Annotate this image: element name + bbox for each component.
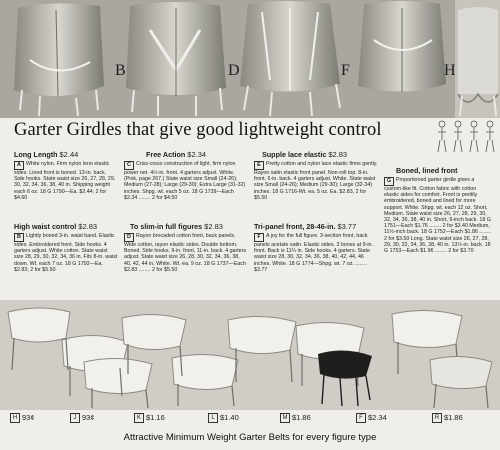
product-free-action	[124, 150, 248, 201]
product-high-waist	[14, 222, 118, 273]
product-boned-lined	[384, 166, 492, 254]
belt-price-r: R $1.86	[432, 413, 463, 423]
product-description: A White nylon. Firm nylon leno elastic sides. Lined front is boned. 13-in. back. Side hooks. State waist size 26, 27, 28, 29, 30, 32, 34, 36, 38, 40 in. Shipping weight each 6 oz. 18 G 1790—Ea. $2.44; 2 for $4.60	[14, 161, 116, 201]
product-key: A	[14, 161, 24, 170]
product-tri-panel	[254, 222, 378, 273]
product-title: Supple lace elastic $2.83	[262, 150, 348, 159]
belt-key: J	[70, 413, 80, 423]
girdle-photos-illustration	[0, 0, 500, 118]
belt-price-legend	[0, 410, 500, 426]
product-price: $3.77	[337, 222, 357, 231]
photo-label-f: F	[341, 62, 350, 79]
product-price: $2.83	[204, 222, 223, 231]
belt-key: F	[356, 413, 366, 423]
belt-key: M	[280, 413, 290, 423]
product-key: G	[384, 177, 394, 186]
product-title: Tri-panel front, 28-46-in. $3.77	[254, 222, 357, 231]
product-description: B Lightly boned 3-in. waist band. Elastic sides. Embroidered front. Side hooks. 4 garters adjust. White cotton. State waist size 28, 29, 30, 32, 34, 36 in. Fits 8-in. waist down. Wt. each 7 oz. 18 G 1792—Ea. $2.83; 2 for $5.50	[14, 233, 118, 273]
headline: Garter Girdles that give good lightweight control	[14, 120, 382, 140]
belt-price-k: K $1.16	[134, 413, 165, 423]
product-title: Free Action $2.34	[146, 150, 207, 159]
product-slim-in	[124, 222, 248, 273]
product-key: E	[254, 161, 264, 170]
product-key: D	[124, 233, 134, 242]
product-long-length	[14, 150, 118, 201]
belt-price-j: J 93¢	[70, 413, 95, 423]
product-description: G Proportioned garter girdle gives a custom-like fit. Cotton fabric with cotton elastic sides for comfort. Front is prettily embroidered, boned and lined for more support. White. Shpg. wt. each 12 oz. Short, Medium. State waist size 26, 27, 28, 29, 30, 32, 34, 36, 38, 40 in. Short, 9-inch back. 18 G 1751—Each $1.76 ........ 2 for $3.40 Medium, 11½-inch back. 18 G 1752—Each $1.86 ........ 2 for $3.50 Long. State waist size 26, 27, 28, 29, 30, 32, 34, 36, 38, 40 in. 13½-in. back. 18 G 1753—Each $1.96 ........ 2 for $3.70	[384, 177, 492, 255]
photo-label-h: H	[444, 62, 456, 79]
garter-belts-illustration	[0, 300, 500, 410]
photo-label-b: B	[115, 62, 126, 79]
photo-label-d: D	[228, 62, 240, 79]
product-price: $2.34	[187, 150, 207, 159]
garter-belts-photo	[0, 300, 500, 410]
belt-price-f: F $2.34	[356, 413, 387, 423]
product-key: C	[124, 161, 134, 170]
product-key: B	[14, 233, 24, 242]
product-title: Long Length $2.44	[14, 150, 79, 159]
product-description: E Pretty cotton and nylon lace elastic firms gently. Rayon satin elastic front panel. Non-roll top. 8-in. front, 6-in. back. 4 garters adjust. White. State waist size Small (24-26); Medium (29-30); Large (32-34) inches. 18 G 1716-Wt. ea. 5 oz. Ea. $2.83, 2 for $5.50	[254, 161, 378, 201]
belt-key: K	[134, 413, 144, 423]
product-title: To slim-in full figures $2.83	[130, 222, 223, 231]
footer-caption: Attractive Minimum Weight Garter Belts for every figure type	[123, 432, 377, 443]
belt-key: H	[10, 413, 20, 423]
belt-price-h: H 93¢	[10, 413, 35, 423]
model-figures-illustration	[432, 118, 500, 154]
belt-price-m: M $1.86	[280, 413, 311, 423]
belt-key: R	[432, 413, 442, 423]
product-description: C Criss-cross construction of light, firm nylon power net. 4½-in. front. 4 garters adjust. White. (Pink, page 267.) State waist size Small (24-26); Medium (27-28); Large (29-30); Extra Large (31-32) inches. Shpg. wt. each 5 oz. 18 G 1739—Each $2.34 ........ 2 for $4.50	[124, 161, 246, 201]
product-supple-lace	[254, 150, 378, 201]
girdle-photo-band	[0, 0, 500, 118]
belt-key: L	[208, 413, 218, 423]
product-price: $2.83	[328, 150, 348, 159]
product-price: $2.83	[78, 222, 98, 231]
product-title: Boned, lined front	[396, 166, 458, 175]
product-description: F A joy for the full figure. 3-section front, back panels acetate satin. Elastic sides. 3 bones at 9-in. front. Back is 11¼ in. Side hooks. 4 garters. State waist size 28, 30, 32, 34, 36, 38, 40, 42, 44, 46 inches. White. 18 G 1774—Shpg. wt. 7 oz. ........ $3.77	[254, 233, 373, 273]
product-title: High waist control $2.83	[14, 222, 98, 231]
photo-divider	[118, 0, 119, 118]
product-description: D Rayon brocaded cotton front, back panels. Wide cotton, rayon elastic sides. Double bottom. Boned. Side hooks. 9-in. front, 11-in. back. 4 garters adjust. State waist size 26, 28, 30, 32, 34, 36, 38, 40, 42, 44 in. White. Wt. ea. 9 oz. 18 G 1737—Each $2.83 ........ 2 for $5.50	[124, 233, 247, 273]
belt-price-l: L $1.40	[208, 413, 239, 423]
product-key: F	[254, 233, 264, 242]
product-price: $2.44	[59, 150, 79, 159]
